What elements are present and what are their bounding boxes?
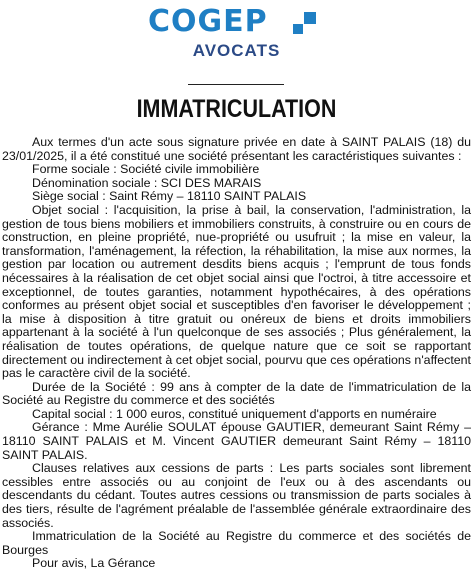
share-transfer-clauses: Clauses relatives aux cessions de parts : Les parts sociales sont librement cessibles entre associés ou au conjoint de l'eux ou à des ascendants ou descendants du cédant. Toutes autres cessions ou transmission de parts sociales à des tiers, résulte de l'agrément préalable de l'assemblée générale extraordinaire des associés. [2,461,471,530]
share-capital: Capital social : 1 000 euros, constitué uniquement d'apports en numéraire [32,406,437,421]
registered-office: Siège social : Saint Rémy – 18110 SAINT PALAIS [32,189,307,204]
logo-square-icon [293,24,303,34]
notice-title: IMMATRICULATION [136,95,337,123]
logo-mark [148,6,328,38]
logo-subtitle: AVOCATS [192,41,281,60]
logo-square-icon [304,12,316,24]
cogep-logo [0,4,473,66]
legal-form: Forme sociale : Société civile immobilière [32,162,260,177]
signature: Pour avis, La Gérance [32,556,156,571]
divider [188,84,284,85]
corporate-purpose: Objet social : l'acquisition, la prise à bail, la conservation, l'administration, la gestion de tous biens mobiliers et immobiliers construits, à construire ou en cours de construction, en pleine propriété, nue-propriété ou usufruit ; la mise en valeur, la transformation, l'aménagement, la réfection, la réhabilitation, la mise aux normes, la gestion par location ou autrement desdits biens acquis ; l'emprunt de tous fonds nécessaires à la réalisation de cet objet social ainsi que l'octroi, à titre accessoire et exceptionnel, de toutes garanties, notamment hypothécaires, à des opérations conformes au présent objet social et susceptibles d'en favoriser le développement ; la mise à disposition à titre gratuit ou onéreux de biens et droits immobiliers appartenant à la société à l'un quelconque de ses associés ; Plus généralement, la réalisation de toutes opérations, de quelque nature que ce soit se rapportant directement ou indirectement à cet objet social, pourvu que ces opérations n'affectent pas le caractère civil de la société. [2,202,471,381]
company-name: Dénomination sociale : SCI DES MARAIS [32,175,262,190]
management: Gérance : Mme Aurélie SOULAT épouse GAUTIER, demeurant Saint Rémy – 18110 SAINT PALAIS et M. Vincent GAUTIER demeurant Saint Rémy – 18110 SAINT PALAIS. [2,420,471,462]
intro-paragraph: Aux termes d'un acte sous signature privée en date à SAINT PALAIS (18) du 23/01/2025, il a été constitué une société présentant les caractéristiques suivantes : [2,135,471,163]
logo-wordmark: COGEP [148,4,268,39]
notice-body [2,136,471,571]
registration: Immatriculation de la Société au Registre du commerce et des sociétés de Bourges [2,529,471,557]
company-duration: Durée de la Société : 99 ans à compter de la date de l'immatriculation de la Société au Registre du commerce et des sociétés [2,379,471,408]
